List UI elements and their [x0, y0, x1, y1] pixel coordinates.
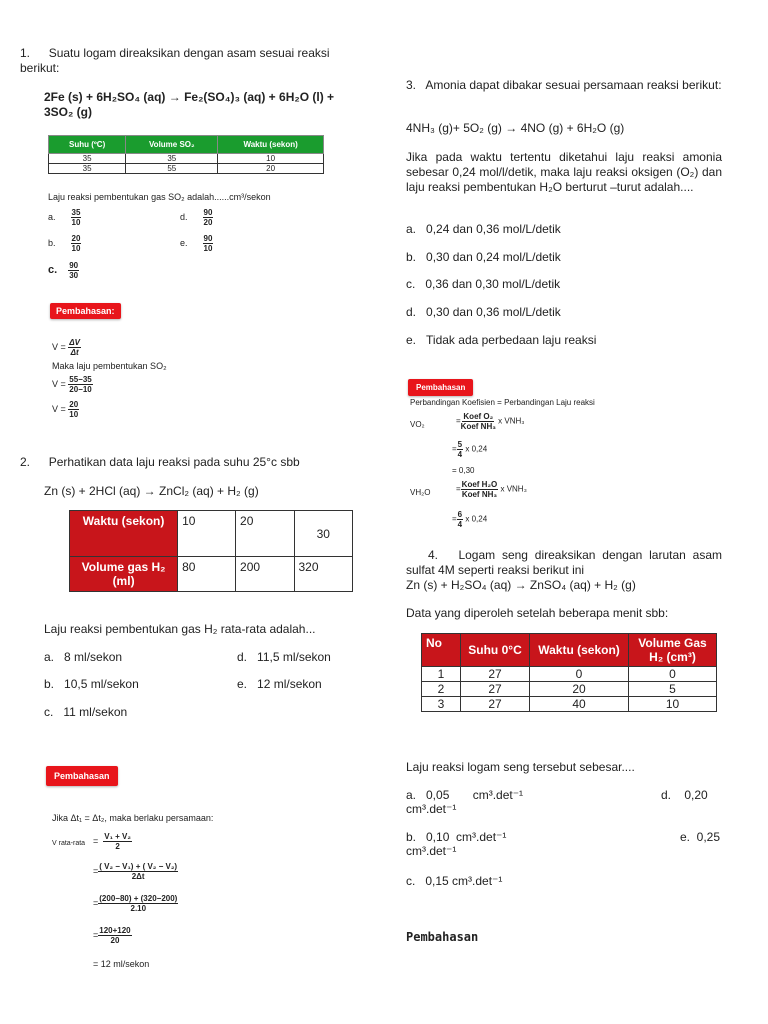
q2-option-e	[237, 677, 322, 692]
table-cell: 55	[126, 164, 218, 174]
q4-number: 4.	[428, 548, 439, 562]
q3-vh2o-label: VH₂O	[410, 488, 431, 497]
formula-fraction: $\frac{20}{10}$	[69, 400, 79, 419]
table-cell: 10	[178, 511, 236, 557]
q3-rule: Perbandingan Koefisien = Perbandingan Laju reaksi	[410, 398, 595, 407]
q1-pembahasan-badge: Pembahasan:	[50, 303, 121, 319]
table-cell: 35	[126, 154, 218, 164]
formula-fraction: $\frac{\text{V₁ + V₂}}{2}$	[104, 832, 131, 851]
table-cell: 10	[218, 154, 324, 164]
formula-label: V =	[52, 403, 66, 414]
q3-vo2-formula: = $\frac{\text{Koef O₂}}{\text{Koef NH₃}}$ x VNH₃	[456, 412, 525, 431]
q4-option-b: b. 0,10 cm³.det⁻¹	[406, 830, 507, 844]
option-text: 8 ml/sekon	[64, 650, 123, 664]
q4-col-volume: Volume Gas H₂ (cm³)	[629, 634, 717, 667]
option-text: 12 ml/sekon	[257, 677, 322, 691]
q2-question-text: Perhatikan data laju reaksi pada suhu 25°c sbb	[48, 455, 300, 469]
table-cell: 5	[629, 682, 717, 697]
formula-label: V =	[52, 378, 66, 389]
option-label: a.	[48, 211, 56, 222]
q1-col-waktu: Waktu (sekon)	[218, 136, 324, 154]
q4-option-e: e. 0,25	[680, 830, 721, 844]
option-fraction: $\frac{90}{30}$	[69, 261, 79, 280]
q3-equation: 4NH₃ (g)+ 5O₂ (g) → 4NO (g) + 6H₂O (g)	[406, 121, 625, 135]
q1-text-block	[20, 46, 360, 76]
formula-tail: x VNH₃	[500, 484, 527, 494]
q3-vh2o-step: = $\frac{6}{4}$ x 0,24	[452, 510, 488, 529]
option-label: a.	[406, 222, 417, 236]
table-cell: 20	[218, 164, 324, 174]
q2-step2: = $\frac{\text{( V₂ − V₁) + ( V₂ − V₂)}}{2\Delta t}$	[93, 862, 178, 881]
q2-question: Laju reaksi pembentukan gas H₂ rata-rata adalah...	[44, 622, 316, 636]
q2-jika-line: Jika Δt₁ = Δt₂, maka berlaku persamaan:	[52, 813, 214, 823]
table-row	[49, 164, 324, 174]
q3-option-b	[406, 250, 561, 265]
q4-question: Laju reaksi logam seng tersebut sebesar....	[406, 760, 635, 774]
q2-option-b	[44, 677, 139, 692]
q1-option-b	[48, 234, 81, 253]
q3-option-a	[406, 222, 561, 237]
formula-fraction: $\frac{5}{4}$	[457, 440, 463, 459]
table-cell: 10	[629, 697, 717, 712]
option-label: d.	[180, 211, 188, 222]
q2-pembahasan-badge: Pembahasan	[46, 766, 118, 786]
q2-row-header-waktu: Waktu (sekon)	[70, 511, 178, 557]
q4-intro: Data yang diperoleh setelah beberapa menit sbb:	[406, 606, 669, 620]
q2-step4: = $\frac{120+120}{20}$	[93, 926, 131, 945]
q4-equation: Zn (s) + H₂SO₄ (aq) → ZnSO₄ (aq) + H₂ (g)	[406, 578, 636, 592]
table-cell: 20	[236, 511, 294, 557]
table-row	[49, 154, 324, 164]
option-fraction: $\frac{35}{10}$	[71, 208, 81, 227]
option-text: 11 ml/sekon	[63, 705, 128, 719]
table-row	[422, 682, 717, 697]
option-label: a.	[44, 650, 55, 664]
formula-fraction: $\frac{6}{4}$	[457, 510, 463, 529]
q3-question: Jika pada waktu tertentu diketahui laju reaksi amonia sebesar 0,24 mol/l/detik, maka laju reaksi oksigen (O₂) dan laju reaksi pembentukan H₂O berturut –turut adalah....	[406, 150, 722, 194]
q1-step2	[52, 400, 79, 419]
option-label: e.	[406, 333, 417, 347]
table-cell: 0	[530, 667, 629, 682]
option-fraction: $\frac{90}{10}$	[203, 234, 213, 253]
q4-text-block	[406, 548, 722, 578]
q4-col-suhu: Suhu 0°C	[461, 634, 530, 667]
q4-data-table	[421, 633, 717, 712]
q3-option-c	[406, 277, 560, 292]
q4-option-a: a. 0,05 cm³.det⁻¹	[406, 788, 524, 802]
option-label: b.	[406, 250, 417, 264]
q2-number: 2.	[20, 455, 31, 469]
option-label: c.	[406, 277, 416, 291]
formula-fraction: $\frac{\Delta V}{\Delta t}$	[69, 338, 80, 357]
q3-option-d	[406, 305, 561, 320]
table-cell: 2	[422, 682, 461, 697]
option-text: 10,5 ml/sekon	[64, 677, 139, 691]
q2-option-a	[44, 650, 122, 665]
option-label: b.	[48, 237, 56, 248]
q3-option-e	[406, 333, 596, 348]
option-text: 0,30 dan 0,36 mol/L/detik	[426, 305, 561, 319]
option-text: Tidak ada perbedaan laju reaksi	[426, 333, 597, 347]
formula-fraction: $\frac{\text{Koef H₂O}}{\text{Koef NH₃}}$	[461, 480, 498, 499]
q1-option-d	[180, 208, 213, 227]
option-text: 11,5 ml/sekon	[257, 650, 331, 664]
q1-col-suhu: Suhu (ºC)	[49, 136, 126, 154]
q3-question-text: Amonia dapat dibakar sesuai persamaan reaksi berikut:	[425, 78, 722, 92]
option-fraction: $\frac{90}{20}$	[203, 208, 213, 227]
q3-text-block	[406, 78, 722, 93]
formula-fraction: $\frac{(200-80) + (320-200)}{2.10}$	[99, 894, 178, 913]
q4-option-c: c. 0,15 cm³.det⁻¹	[406, 874, 503, 888]
q2-option-c	[44, 705, 127, 720]
table-cell: 3	[422, 697, 461, 712]
table-cell: 320	[294, 557, 353, 592]
q4-option-be-continued: cm³.det⁻¹	[406, 844, 457, 858]
q1-option-a	[48, 208, 81, 227]
q3-vo2-step: = $\frac{5}{4}$ x 0,24	[452, 440, 488, 459]
q4-option-d: d. 0,20	[661, 788, 708, 802]
q1-option-c	[48, 261, 79, 280]
q3-number: 3.	[406, 78, 417, 92]
option-label: b.	[44, 677, 55, 691]
q1-number: 1.	[20, 46, 31, 60]
table-cell: 35	[49, 164, 126, 174]
formula-fraction: $\frac{55-35}{20-10}$	[69, 375, 92, 394]
q2-row-header-volume: Volume gas H₂ (ml)	[70, 557, 178, 592]
q2-step3: = $\frac{(200-80) + (320-200)}{2.10}$	[93, 894, 178, 913]
option-label: d.	[237, 650, 248, 664]
table-cell: 27	[461, 697, 530, 712]
formula-label: V =	[52, 341, 66, 352]
table-row	[422, 667, 717, 682]
option-text: 0,36 dan 0,30 mol/L/detik	[425, 277, 561, 291]
q2-result: = 12 ml/sekon	[93, 959, 150, 969]
q1-data-table	[48, 135, 324, 174]
q2-v-label: V rata-rata	[52, 840, 86, 847]
table-cell: 27	[461, 682, 530, 697]
table-row	[70, 557, 353, 592]
formula-tail: x 0,24	[465, 444, 488, 454]
q1-question: Laju reaksi pembentukan gas SO₂ adalah......cm³/sekon	[48, 192, 271, 202]
q1-equation: 2Fe (s) + 6H₂SO₄ (aq) → Fe₂(SO₄)₃ (aq) + 6H₂O (l) + 3SO₂ (g)	[44, 90, 335, 119]
table-cell: 1	[422, 667, 461, 682]
q4-question-text: Logam seng direaksikan dengan larutan asam sulfat 4M seperti reaksi berikut ini	[406, 548, 722, 577]
table-cell: 35	[49, 154, 126, 164]
q3-vo2-result: = 0,30	[452, 466, 475, 475]
table-cell: 27	[461, 667, 530, 682]
formula-fraction: $\frac{120+120}{20}$	[99, 926, 131, 945]
q3-vh2o-formula: = $\frac{\text{Koef H₂O}}{\text{Koef NH₃}}$ x VNH₃	[456, 480, 527, 499]
option-label: d.	[406, 305, 417, 319]
q4-col-no: No	[422, 634, 461, 667]
formula-fraction: $\frac{\text{( V₂ − V₁) + ( V₂ − V₂)}}{2\Delta t}$	[99, 862, 178, 881]
table-cell: 40	[530, 697, 629, 712]
q1-line2: Maka laju pembentukan SO₂	[52, 361, 167, 371]
table-cell: 20	[530, 682, 629, 697]
option-text: 0,24 dan 0,36 mol/L/detik	[426, 222, 561, 236]
table-row	[422, 697, 717, 712]
q1-col-volume: Volume SO₂	[126, 136, 218, 154]
q2-step1: = $\frac{\text{V₁ + V₂}}{2}$	[93, 832, 131, 851]
option-label: e.	[180, 237, 188, 248]
formula-tail: x VNH₃	[498, 416, 525, 426]
table-row	[70, 511, 353, 557]
option-fraction: $\frac{20}{10}$	[71, 234, 81, 253]
option-label: c.	[48, 263, 58, 276]
q1-formula	[52, 338, 81, 357]
table-cell: 80	[178, 557, 236, 592]
option-text: 0,30 dan 0,24 mol/L/detik	[426, 250, 561, 264]
q3-pembahasan-badge: Pembahasan	[408, 379, 473, 396]
option-label: e.	[237, 677, 248, 691]
q2-option-d	[237, 650, 331, 665]
option-label: c.	[44, 705, 54, 719]
table-cell: 30	[294, 511, 353, 557]
q3-vo2-label: VO₂	[410, 420, 425, 429]
q2-text-block	[20, 455, 300, 470]
q2-data-table	[69, 510, 353, 592]
q1-step1	[52, 375, 93, 394]
q2-equation: Zn (s) + 2HCl (aq) → ZnCl₂ (aq) + H₂ (g)	[44, 484, 259, 498]
formula-fraction: $\frac{\text{Koef O₂}}{\text{Koef NH₃}}$	[460, 412, 496, 431]
q4-col-waktu: Waktu (sekon)	[530, 634, 629, 667]
q1-question-text: Suatu logam direaksikan dengan asam sesuai reaksi berikut:	[20, 46, 330, 75]
q4-option-ad-continued: cm³.det⁻¹	[406, 802, 457, 816]
q1-option-e	[180, 234, 213, 253]
q4-pembahasan-heading: Pembahasan	[406, 930, 479, 944]
formula-tail: x 0,24	[465, 514, 488, 524]
table-cell: 0	[629, 667, 717, 682]
table-cell: 200	[236, 557, 294, 592]
